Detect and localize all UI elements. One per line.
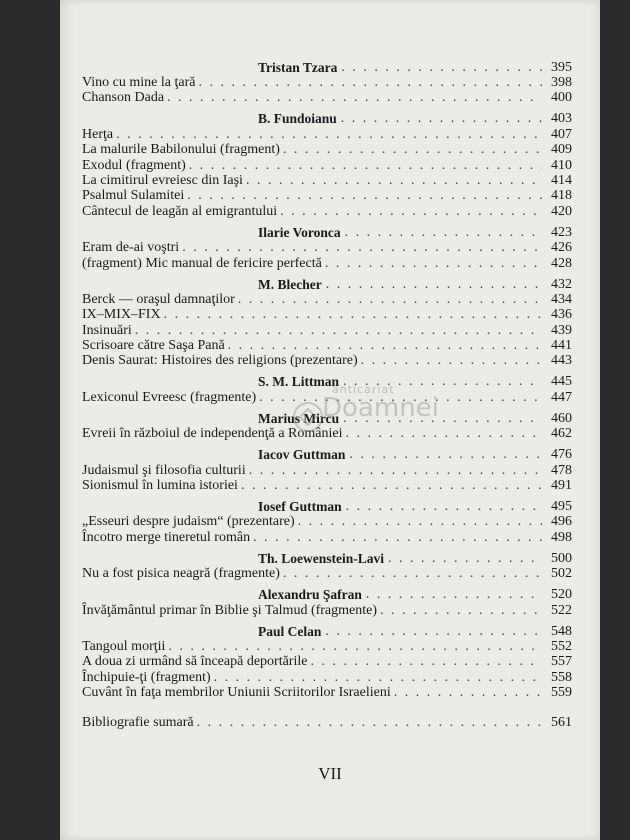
entry-title: Evreii în războiul de independenţă a României — [82, 426, 343, 442]
leader-dots — [198, 75, 542, 90]
entry-page-number: 462 — [551, 426, 572, 442]
leader-dots — [189, 158, 542, 173]
author-page-number: 423 — [551, 224, 572, 240]
leader-dots — [345, 225, 542, 240]
entry-title: Herţa — [82, 126, 114, 142]
leader-dots — [249, 463, 542, 478]
toc-entry[interactable] — [82, 566, 572, 581]
entry-page-number: 400 — [551, 90, 572, 106]
toc-entry[interactable] — [82, 603, 572, 618]
leader-dots — [326, 277, 542, 292]
leader-dots — [280, 204, 542, 219]
entry-title: (fragment) Mic manual de fericire perfectă — [82, 255, 322, 271]
toc-entry[interactable] — [82, 353, 572, 368]
bibliography-page-number: 561 — [551, 714, 572, 730]
toc-entry[interactable] — [82, 685, 572, 700]
leader-dots — [366, 587, 542, 602]
entry-title: A doua zi urmând să înceapă deportările — [82, 654, 308, 670]
toc-entry[interactable] — [82, 256, 572, 271]
author-name: Iosef Guttman — [258, 499, 342, 515]
entry-title: Tangoul morţii — [82, 638, 166, 654]
toc-entry[interactable] — [82, 338, 572, 353]
entry-page-number: 557 — [551, 654, 572, 670]
leader-dots — [116, 127, 542, 142]
leader-dots — [164, 307, 542, 322]
leader-dots — [241, 478, 542, 493]
author-page-number: 445 — [551, 374, 572, 390]
page-number: VII — [318, 764, 342, 783]
leader-dots — [343, 374, 542, 389]
entry-title: La cimitirul evreiesc din Iaşi — [82, 172, 243, 188]
toc-entry[interactable] — [82, 90, 572, 105]
author-name: M. Blecher — [258, 276, 322, 292]
entry-title: IX–MIX–FIX — [82, 307, 161, 323]
toc-entry[interactable] — [82, 75, 572, 90]
author-heading — [82, 58, 572, 75]
entry-page-number: 418 — [551, 188, 572, 204]
leader-dots — [214, 670, 542, 685]
leader-dots — [298, 514, 542, 529]
author-page-number: 432 — [551, 276, 572, 292]
author-heading — [82, 586, 572, 603]
entry-page-number: 496 — [551, 514, 572, 530]
author-page-number: 403 — [551, 111, 572, 127]
entry-title: Închipuie-ţi (fragment) — [82, 669, 211, 685]
leader-dots — [253, 530, 542, 545]
entry-title: „Esseuri despre judaism“ (prezentare) — [82, 514, 295, 530]
toc-entry[interactable] — [82, 390, 572, 405]
entry-title: Vino cu mine la ţară — [82, 74, 196, 90]
entry-title: Denis Saurat: Histoires des religions (prezentare) — [82, 353, 358, 369]
leader-dots — [228, 338, 542, 353]
leader-dots — [310, 654, 542, 669]
entry-page-number: 439 — [551, 322, 572, 338]
toc-entry[interactable] — [82, 204, 572, 219]
toc-entry[interactable] — [82, 426, 572, 441]
entry-page-number: 434 — [551, 291, 572, 307]
entry-title: Insinuări — [82, 322, 132, 338]
leader-dots — [246, 173, 542, 188]
leader-dots — [238, 292, 542, 307]
author-name: Paul Celan — [258, 623, 322, 639]
author-page-number: 495 — [551, 499, 572, 515]
toc-entry[interactable] — [82, 514, 572, 529]
author-page-number: 500 — [551, 550, 572, 566]
leader-dots — [182, 240, 542, 255]
author-name: Tristan Tzara — [258, 59, 338, 75]
entry-page-number: 498 — [551, 529, 572, 545]
leader-dots — [168, 639, 542, 654]
author-heading — [82, 622, 572, 639]
leader-dots — [341, 111, 542, 126]
table-of-contents — [82, 58, 572, 730]
entry-page-number: 502 — [551, 566, 572, 582]
entry-page-number: 552 — [551, 638, 572, 654]
entry-page-number: 443 — [551, 353, 572, 369]
author-page-number: 476 — [551, 447, 572, 463]
author-heading — [82, 275, 572, 292]
entry-title: Încotro merge tineretul român — [82, 529, 251, 545]
entry-page-number: 409 — [551, 142, 572, 158]
entry-title: Nu a fost pisica neagră (fragmente) — [82, 566, 280, 582]
toc-entry[interactable] — [82, 158, 572, 173]
toc-entry[interactable] — [82, 670, 572, 685]
bibliography-title: Bibliografie sumară — [82, 714, 194, 730]
toc-entry[interactable] — [82, 307, 572, 322]
author-name: B. Fundoianu — [258, 111, 337, 127]
author-heading — [82, 446, 572, 463]
entry-page-number: 410 — [551, 157, 572, 173]
leader-dots — [283, 566, 542, 581]
entry-title: Sionismul în lumina istoriei — [82, 478, 238, 494]
leader-dots — [325, 256, 542, 271]
entry-title: Cuvânt în faţa membrilor Uniunii Scriitorilor Israelieni — [82, 685, 391, 701]
toc-entry[interactable] — [82, 478, 572, 493]
author-heading — [82, 223, 572, 240]
author-heading — [82, 373, 572, 390]
toc-entry[interactable] — [82, 639, 572, 654]
author-name: Iacov Guttman — [258, 447, 346, 463]
author-page-number: 548 — [551, 623, 572, 639]
entry-page-number: 398 — [551, 74, 572, 90]
leader-dots — [187, 188, 542, 203]
leader-dots — [259, 390, 542, 405]
entry-page-number: 414 — [551, 172, 572, 188]
entry-title: Lexiconul Evreesc (fragmente) — [82, 389, 257, 405]
toc-entry[interactable] — [82, 188, 572, 203]
entry-title: Exodul (fragment) — [82, 157, 186, 173]
author-page-number: 460 — [551, 410, 572, 426]
entry-page-number: 491 — [551, 478, 572, 494]
entry-page-number: 407 — [551, 126, 572, 142]
entry-page-number: 420 — [551, 203, 572, 219]
entry-page-number: 441 — [551, 338, 572, 354]
author-name: Th. Loewenstein-Lavi — [258, 550, 385, 566]
toc-entry[interactable] — [82, 323, 572, 338]
entry-page-number: 426 — [551, 240, 572, 256]
entry-page-number: 522 — [551, 602, 572, 618]
leader-dots — [325, 624, 542, 639]
entry-title: La malurile Babilonului (fragment) — [82, 142, 280, 158]
toc-entry[interactable] — [82, 127, 572, 142]
author-name: Marius Mircu — [258, 410, 340, 426]
entry-title: Berck — oraşul damnaţilor — [82, 291, 235, 307]
leader-dots — [341, 60, 542, 75]
toc-entry[interactable] — [82, 173, 572, 188]
entry-title: Eram de-ai voştri — [82, 240, 180, 256]
entry-title: Judaismul şi filosofia culturii — [82, 462, 246, 478]
leader-dots — [349, 447, 542, 462]
leader-dots — [388, 551, 542, 566]
author-name: S. M. Littman — [258, 374, 339, 390]
author-heading — [82, 497, 572, 514]
leader-dots — [167, 90, 542, 105]
entry-title: Învăţământul primar în Biblie şi Talmud (fragmente) — [82, 602, 378, 618]
toc-entry[interactable] — [82, 240, 572, 255]
author-page-number: 520 — [551, 587, 572, 603]
author-heading — [82, 409, 572, 426]
watermark-small-text: anticariat — [332, 383, 395, 396]
toc-entry[interactable] — [82, 463, 572, 478]
entry-page-number: 436 — [551, 307, 572, 323]
entry-title: Cântecul de leagăn al emigrantului — [82, 203, 278, 219]
leader-dots — [197, 715, 542, 730]
book-page — [60, 0, 600, 840]
leader-dots — [361, 353, 542, 368]
leader-dots — [345, 426, 542, 441]
entry-page-number: 478 — [551, 462, 572, 478]
leader-dots — [283, 142, 542, 157]
author-name: Alexandru Şafran — [258, 587, 362, 603]
watermark-large-text: Doamnei — [322, 393, 439, 423]
leader-dots — [346, 499, 542, 514]
entry-title: Psalmul Sulamitei — [82, 188, 185, 204]
entry-page-number: 558 — [551, 669, 572, 685]
toc-entry[interactable] — [82, 530, 572, 545]
author-name: Ilarie Voronca — [258, 224, 341, 240]
leader-dots — [135, 323, 542, 338]
entry-page-number: 559 — [551, 685, 572, 701]
entry-page-number: 428 — [551, 255, 572, 271]
toc-entry[interactable] — [82, 142, 572, 157]
leader-dots — [380, 603, 542, 618]
leader-dots — [394, 685, 542, 700]
author-heading — [82, 549, 572, 566]
bibliography-entry[interactable] — [82, 715, 572, 730]
entry-page-number: 447 — [551, 389, 572, 405]
author-heading — [82, 110, 572, 127]
entry-title: Chanson Dada — [82, 90, 165, 106]
author-page-number: 395 — [551, 59, 572, 75]
entry-title: Scrisoare către Saşa Pană — [82, 338, 225, 354]
toc-entry[interactable] — [82, 654, 572, 669]
leader-dots — [343, 411, 542, 426]
toc-entry[interactable] — [82, 292, 572, 307]
